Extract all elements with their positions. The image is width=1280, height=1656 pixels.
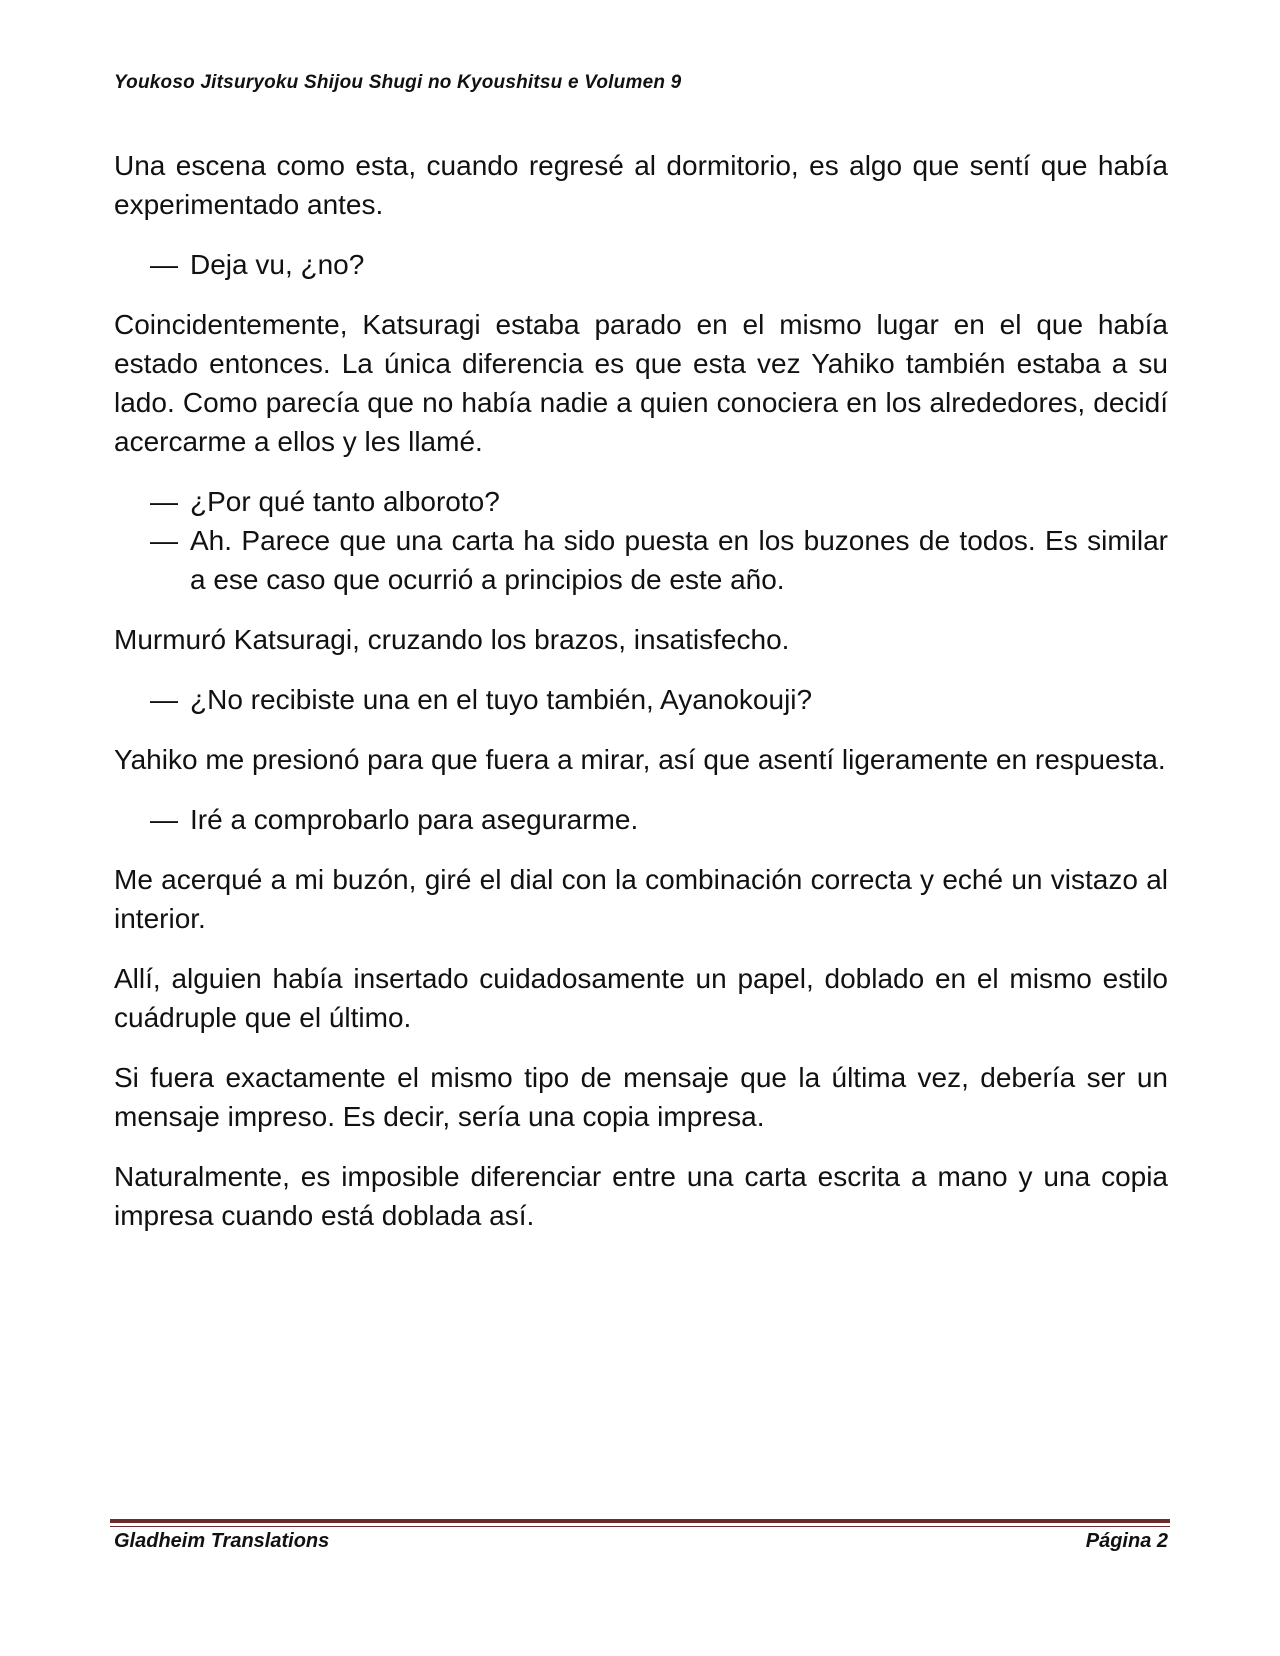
paragraph: Yahiko me presionó para que fuera a mirar, así que asentí ligeramente en respuesta. <box>114 744 1166 775</box>
paragraph: Una escena como esta, cuando regresé al dormitorio, es algo que sentí que había experimentado antes. <box>114 150 1168 220</box>
paragraph: Naturalmente, es imposible diferenciar entre una carta escrita a mano y una copia impresa cuando está doblada así. <box>114 1161 1168 1231</box>
footer-page-number: Página 2 <box>1085 1530 1168 1552</box>
page-header-title: Youkoso Jitsuryoku Shijou Shugi no Kyoushitsu e Volumen 9 <box>114 72 682 93</box>
footer-rule <box>110 1519 1170 1523</box>
dialogue-line <box>150 482 1168 521</box>
dialogue-text: ¿No recibiste una en el tuyo también, Ayanokouji? <box>190 684 813 715</box>
document-body <box>114 146 1168 1256</box>
dialogue-block <box>114 800 1168 839</box>
paragraph: Si fuera exactamente el mismo tipo de mensaje que la última vez, debería ser un mensaje impreso. Es decir, sería una copia impresa. <box>114 1062 1168 1132</box>
dialogue-text: Ah. Parece que una carta ha sido puesta en los buzones de todos. Es similar a ese caso que ocurrió a principios de este año. <box>190 525 1168 595</box>
dialogue-dash: — <box>150 525 178 556</box>
footer-rule-thin <box>110 1526 1170 1527</box>
dialogue-block <box>114 245 1168 284</box>
dialogue-dash: — <box>150 486 178 517</box>
dialogue-block <box>114 680 1168 719</box>
dialogue-text: ¿Por qué tanto alboroto? <box>190 486 500 517</box>
footer-publisher: Gladheim Translations <box>114 1530 330 1552</box>
dialogue-block <box>114 482 1168 599</box>
dialogue-line <box>150 680 1168 719</box>
dialogue-dash: — <box>150 249 178 280</box>
dialogue-text: Iré a comprobarlo para asegurarme. <box>190 804 639 835</box>
paragraph: Me acerqué a mi buzón, giré el dial con la combinación correcta y eché un vistazo al interior. <box>114 864 1168 934</box>
dialogue-dash: — <box>150 684 178 715</box>
dialogue-line <box>150 521 1168 599</box>
dialogue-text: Deja vu, ¿no? <box>190 249 365 280</box>
paragraph: Allí, alguien había insertado cuidadosamente un papel, doblado en el mismo estilo cuádruple que el último. <box>114 963 1168 1033</box>
dialogue-line <box>150 800 1168 839</box>
dialogue-line <box>150 245 1168 284</box>
dialogue-dash: — <box>150 804 178 835</box>
paragraph: Coincidentemente, Katsuragi estaba parado en el mismo lugar en el que había estado entonces. La única diferencia es que esta vez Yahiko también estaba a su lado. Como parecía que no había nadie a quien conociera en los alrededores, decidí acercarme a ellos y les llamé. <box>114 309 1168 457</box>
paragraph: Murmuró Katsuragi, cruzando los brazos, insatisfecho. <box>114 624 790 655</box>
